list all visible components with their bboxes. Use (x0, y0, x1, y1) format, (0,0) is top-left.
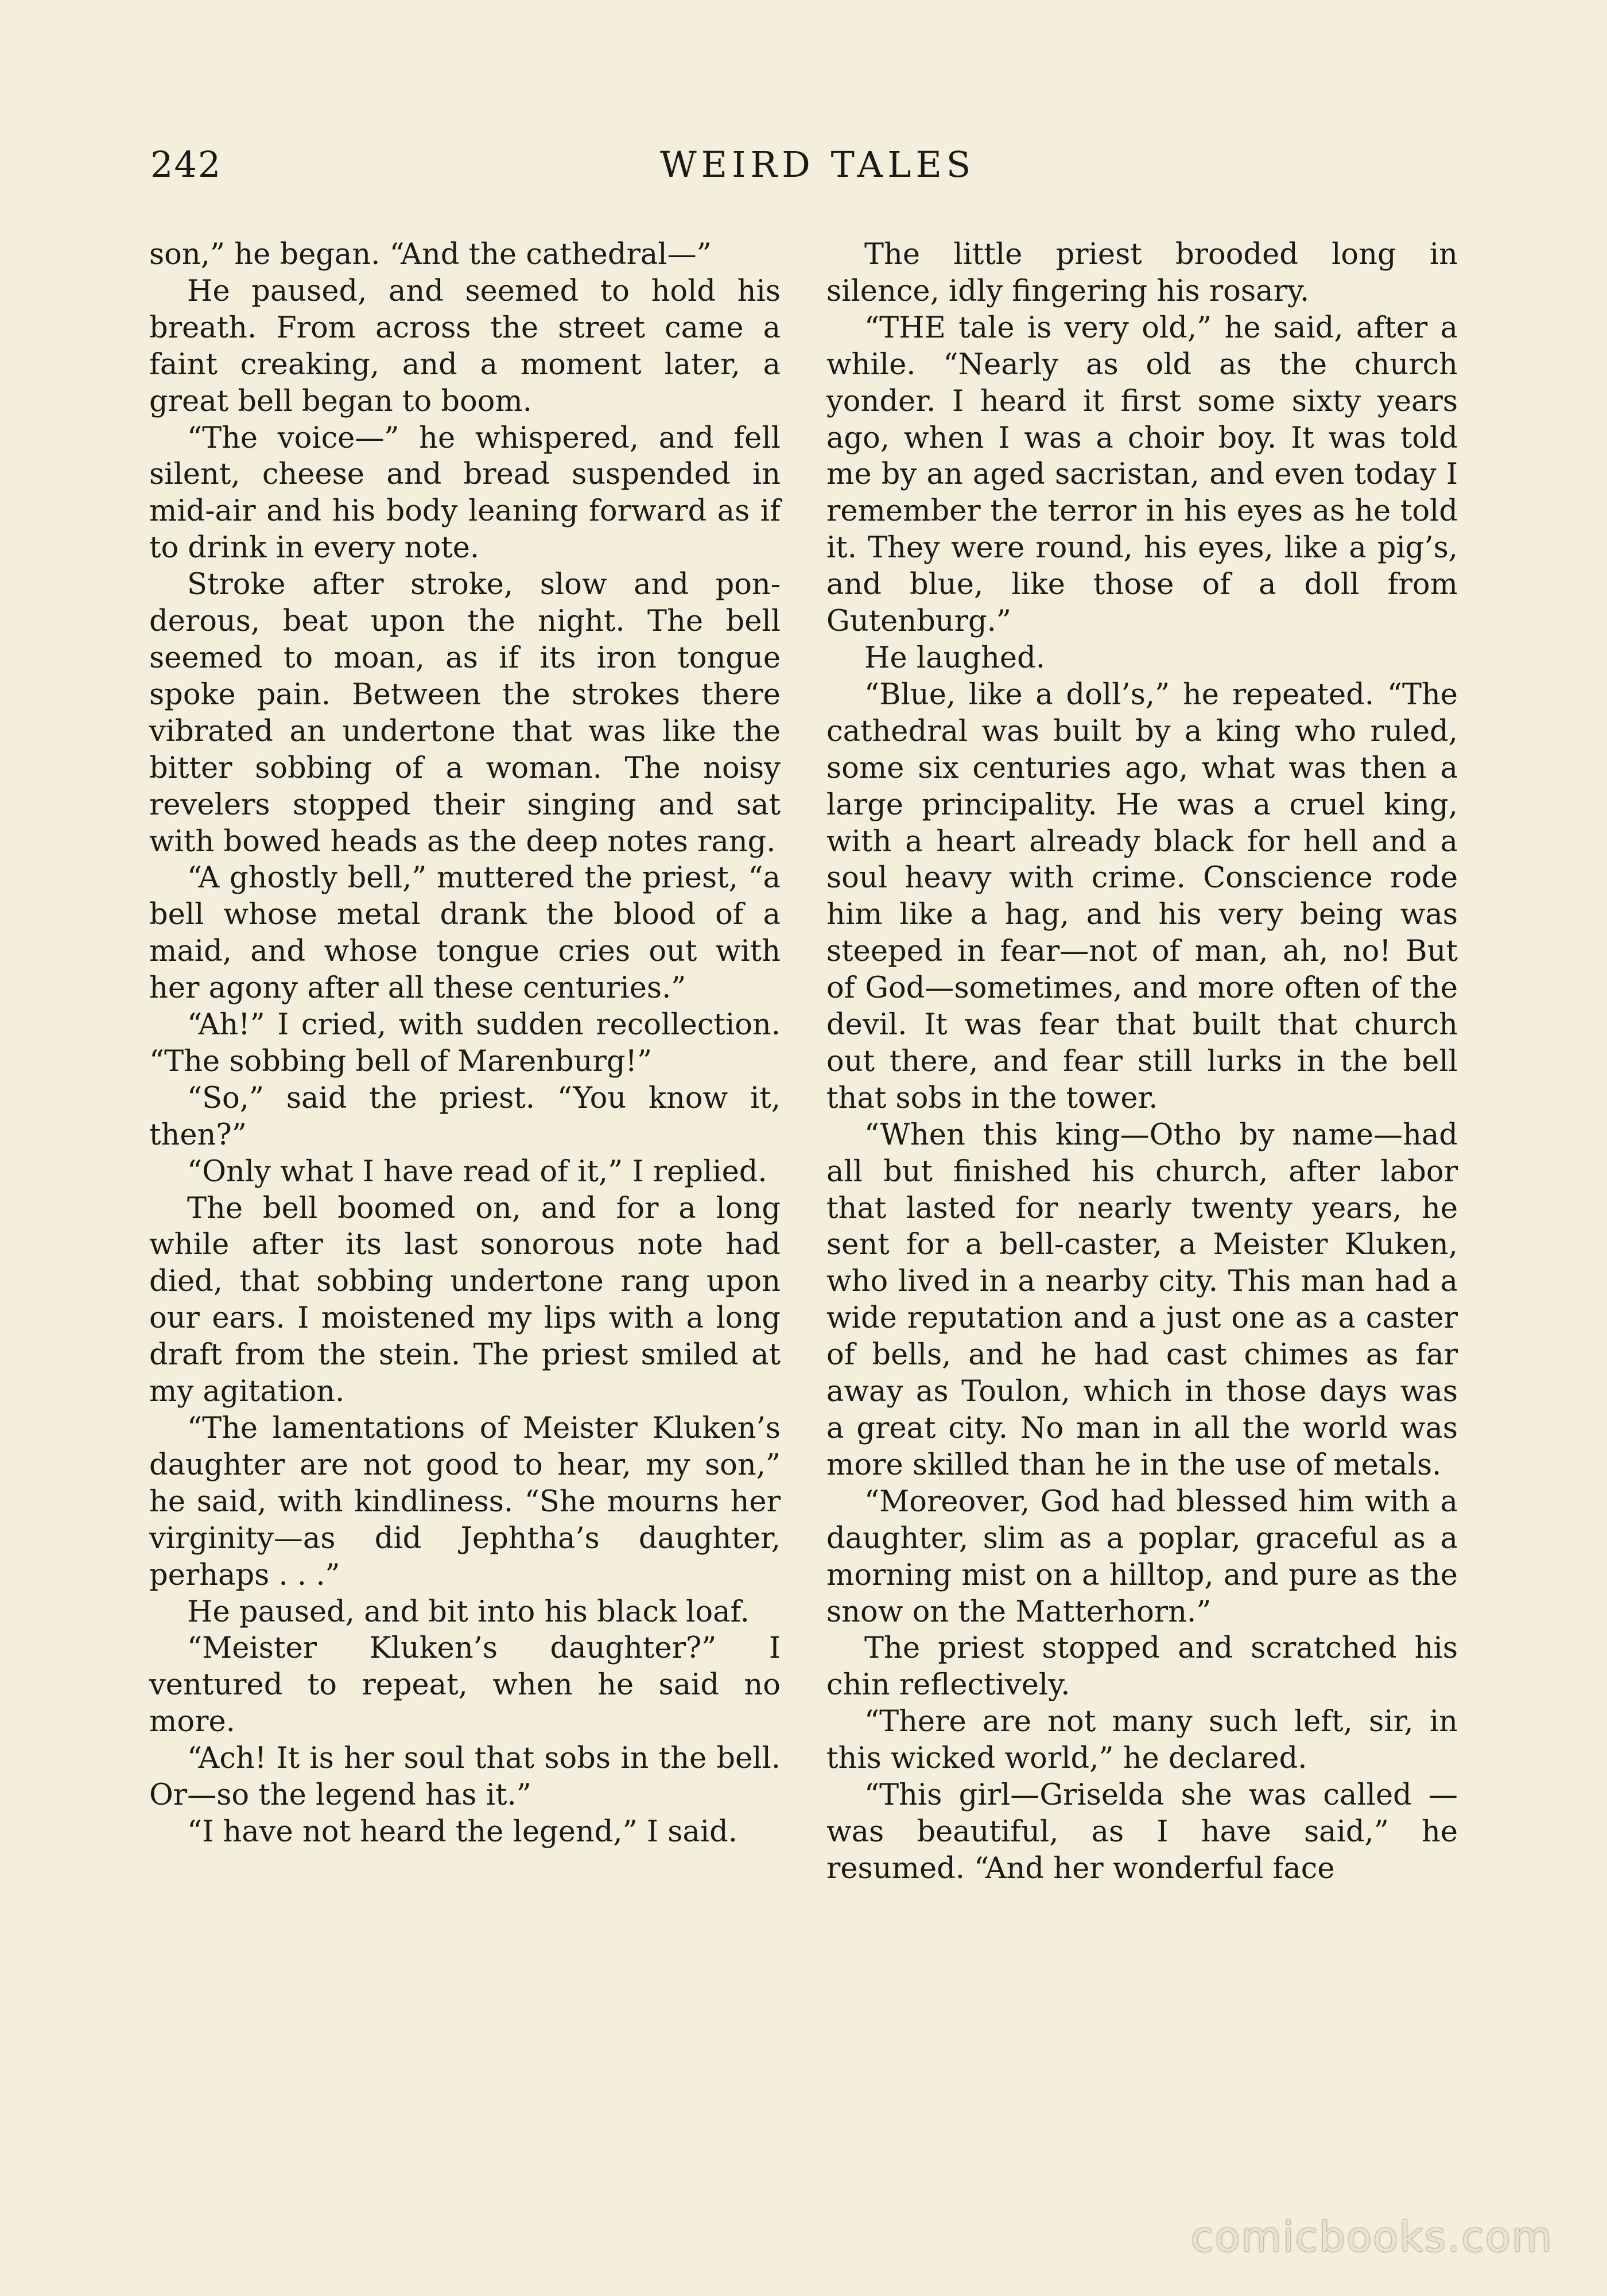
paragraph: He paused, and bit into his black loaf. (187, 1595, 750, 1629)
left-column (149, 236, 781, 1851)
paragraph: “This girl—Griselda she was called —was beautiful, as I have said,” he resumed. “And her wonderful face (826, 1778, 1458, 1886)
paragraph: “So,” said the priest. “You know it, then?” (149, 1081, 781, 1152)
paragraph: “Meister Kluken’s daughter?” I ventured to repeat, when he said no more. (149, 1631, 781, 1739)
paragraph: “The lamentations of Meister Kluken’s daughter are not good to hear, my son,” he said, with kindliness. “She mourns her virginity—as did Jephtha’s daughter, perhaps . . .” (149, 1411, 781, 1592)
paragraph: “I have not heard the legend,” I said. (187, 1814, 737, 1849)
paragraph: “Ah!” I cried, with sudden recollection. “The sobbing bell of Marenburg!” (149, 1008, 781, 1079)
paragraph: “There are not many such left, sir, in this wicked world,” he declared. (826, 1705, 1458, 1776)
paragraph: son,” he began. “And the cathedral—” (149, 238, 712, 272)
paragraph: He paused, and seemed to hold his breath. From across the street came a faint creaking, and a moment later, a great bell began to boom. (149, 274, 781, 418)
watermark: comicbooks.com (1191, 2213, 1554, 2261)
paragraph: The little priest brooded long in silence, idly fingering his rosary. (826, 238, 1458, 308)
paragraph: The priest stopped and scratched his chin reflectively. (826, 1631, 1458, 1702)
paragraph: “The voice—” he whispered, and fell silent, cheese and bread suspended in mid-air and his body leaning forward as if to drink in every note. (149, 421, 781, 565)
paragraph: “Ach! It is her soul that sobs in the bell. Or—so the legend has it.” (149, 1742, 781, 1813)
paragraph: “Moreover, God had blessed him with a daughter, slim as a poplar, graceful as a morning mist on a hilltop, and pure as the snow on the Matterhorn.” (826, 1484, 1458, 1629)
paragraph: He laughed. (864, 641, 1045, 675)
paragraph: “THE tale is very old,” he said, after a while. “Nearly as old as the church yonder. I heard it first some sixty years ago, when I was a choir boy. It was told me by an aged sacristan, and even today I remember the terror in his eyes as he told it. They were round, his eyes, like a pig’s, and blue, like those of a doll from Gutenburg.” (826, 311, 1458, 639)
page-number: 242 (150, 144, 222, 185)
paragraph: “Blue, like a doll’s,” he repeated. “The cathedral was built by a king who ruled, some six centuries ago, what was then a large principality. He was a cruel king, with a heart already black for hell and a soul heavy with crime. Conscience rode him like a hag, and his very being was steeped in fear—not of man, ah, no! But of God—sometimes, and more often of the devil. It was fear that built that church out there, and fear still lurks in the bell that sobs in the tower. (826, 677, 1458, 1115)
paragraph: “A ghostly bell,” muttered the priest, “a bell whose metal drank the blood of a maid, and whose tongue cries out with her agony after all these centuries.” (149, 861, 781, 1006)
paragraph: “Only what I have read of it,” I replied. (187, 1154, 767, 1189)
paragraph: “When this king—Otho by name—had all but finished his church, after labor that lasted for nearly twenty years, he sent for a bell-caster, a Meister Kluken, who lived in a nearby city. This man had a wide reputation and a just one as a caster of bells, and he had cast chimes as far away as Toulon, which in those days was a great city. No man in all the world was more skilled than he in the use of metals. (826, 1118, 1458, 1482)
right-column (826, 236, 1458, 1887)
paragraph: The bell boomed on, and for a long while after its last sonorous note had died, that sobbing undertone rang upon our ears. I moistened my lips with a long draft from the stein. The priest smiled at my agitation. (149, 1191, 781, 1409)
running-title: WEIRD TALES (660, 144, 976, 185)
paragraph: Stroke after stroke, slow and ponderous, beat upon the night. The bell seemed to moan, as if its iron tongue spoke pain. Between the strokes there vibrated an undertone that was like the bitter sobbing of a woman. The noisy revelers stopped their singing and sat with bowed heads as the deep notes rang. (149, 568, 781, 859)
